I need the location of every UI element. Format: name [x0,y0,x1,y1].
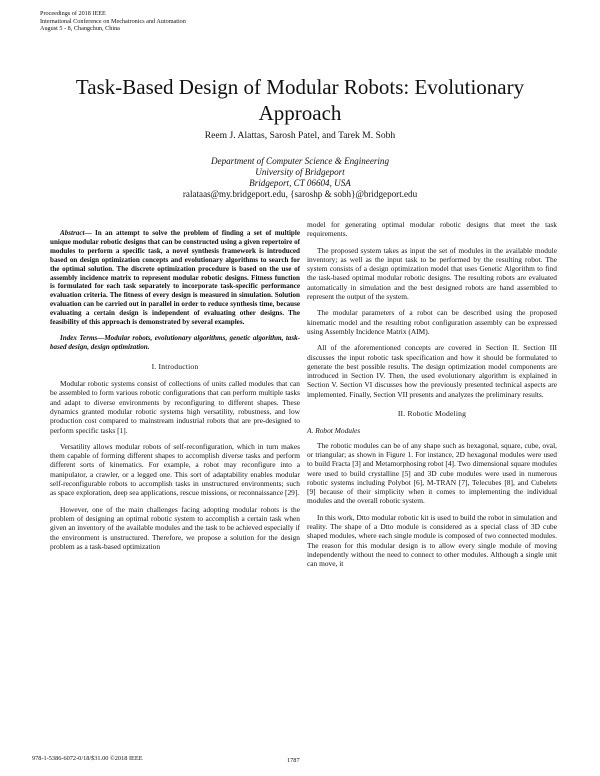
abstract-dash: — [84,229,95,237]
section-heading-robotic-modeling: II. Robotic Modeling [397,409,467,419]
university: University of Bridgeport [255,167,345,177]
page-number: 1787 [287,757,300,764]
modules-paragraph-2: In this work, Dtto modular robotic kit is used to build the robot in simulation and reality. The shape of a Dtto module is considered as a special class of 3D cube shaped modules, where each single module is composed of two connected modules. The reason for this modular design is to allow every single module of moving independently without the need to connect to other modules. Although a single unit can move, it [307,512,557,569]
modules-paragraph-1: The robotic modules can be of any shape such as hexagonal, square, cube, oval, or triangular; as shown in Figure 1. For instance, 2D hexagonal modules were used to build Fracta [3] and Metamorphosing robot [4]. Two dimensional square modules were used to build crystalline [5] and 3D cube modules were used in numerous robotic systems including Polybot [6], M-TRAN [7], Telecubes [8], and Cubelets [9] because of their simplicity when it comes to implementing the individual modules and the overall robotic system. [307,440,557,506]
paper-title: Task-Based Design of Modular Robots: Evolutionary Approach [75,75,525,125]
intro-paragraph-continued: model for generating optimal modular robotic designs that meet the task requirements. [307,220,557,239]
affiliation-block [40,156,560,200]
index-terms [50,334,300,352]
proceedings-line-2: International Conference on Mechatronics and Automation [40,17,186,25]
proceedings-line-3: August 5 - 8, Changchun, China [40,25,120,33]
index-terms-text: —Modular robots, evolutionary algorithms, genetic algorithm, task-based design, design optimization. [50,333,301,351]
city: Bridgeport, CT 06604, USA [249,178,351,188]
abstract-text: In an attempt to solve the problem of finding a set of multiple unique modular robotic designs that can be constructed using a given repertoire of modules to perform a specific task, a novel synthesis framework is introduced based on design optimization concepts and evolutionary algorithms to search for the optimal solution. The discrete optimization procedure is based on the use of assembly incidence matrix to represent modular robotic designs. Fitness function is formulated for each task separately to incorporate task-specific performance evaluation criteria. The fitness of every design is measured in simulation. Solution evaluation can be carried out in parallel in order to reduce synthesis time, because evaluating a certain design is independent of evaluating other designs. The feasibility of this approach is demonstrated by several examples. [50,229,300,327]
intro-paragraph-1: Modular robotic systems consist of collections of units called modules that can be assembled to form various robotic configurations that can perform multiple tasks and adapt to diverse environments by reconfiguring to different shapes. These dynamics granted modular robotic systems high versatility, robustness, and low production cost compared to mainstream industrial robots that are pre-designed to perform specific tasks [1]. [50,379,300,435]
index-terms-label: Index Terms [60,333,98,342]
intro-paragraph-3: However, one of the main challenges facing adopting modular robots is the problem of designing an optimal robotic system to accomplish a certain task when given an inventory of the available modules and the task to be achieved especially if the environment is unstructured. Therefore, we propose a solution for the design problem as a task-based optimization [50,504,300,551]
footer-isbn: 978-1-5386-6072-0/18/$31.00 ©2018 IEEE [32,755,143,762]
department: Department of Computer Science & Engineering [210,156,390,166]
right-column [307,220,557,576]
abstract-label: Abstract [60,229,85,237]
left-column [50,229,300,558]
author-list: Reem J. Alattas, Sarosh Patel, and Tarek M. Sobh [204,130,396,141]
proceedings-header [40,10,270,33]
intro-paragraph-6: All of the aforementioned concepts are covered in Section II. Section III discusses the input robotic task specification and how it should be formulated to generate the best possible results. The design optimization model components are introduced in Section IV. Then, the used evolutionary algorithm is explained in Section V. Section VI discusses how the previously presented technical aspects are implemented. Finally, Section VII presents and analyzes the preliminary results. [307,343,557,399]
intro-paragraph-2: Versatility allows modular robots of self-reconfiguration, which in turn makes them capable of forming different shapes to accomplish diverse tasks and perform different sorts of kinematics. For example, a robot may reconfigure into a manipulator, a crawler, or a legged one. This sort of adaptability enables modular self-reconfigurable robots to accomplish tasks in unstructured environments; such as space exploration, deep sea applications, rescue missions, or reconnaissance [29]. [50,441,300,498]
intro-paragraph-5: The modular parameters of a robot can be described using the proposed kinematic model and the resulting robot configuration assembly can be expressed using Assembly Incidence Matrix (AIM). [307,308,557,336]
section-heading-introduction: I. Introduction [151,361,199,371]
intro-paragraph-4: The proposed system takes as input the set of modules in the available module inventory; as well as the input task to be performed by the resulting robot. The system consists of a design optimization model that uses Genetic Algorithm to find the task-based optimal modular robotic designs. The resulting robots are evaluated automatically in simulation and the best designed robots are hand assembled to represent the output of the system. [307,245,557,302]
author-emails: ralataas@my.bridgeport.edu, {saroshp & sobh}@bridgeport.edu [182,189,418,199]
abstract [50,229,300,327]
subsection-heading-robot-modules: A. Robot Modules [307,426,361,436]
proceedings-line-1: Proceedings of 2018 IEEE [40,10,106,17]
